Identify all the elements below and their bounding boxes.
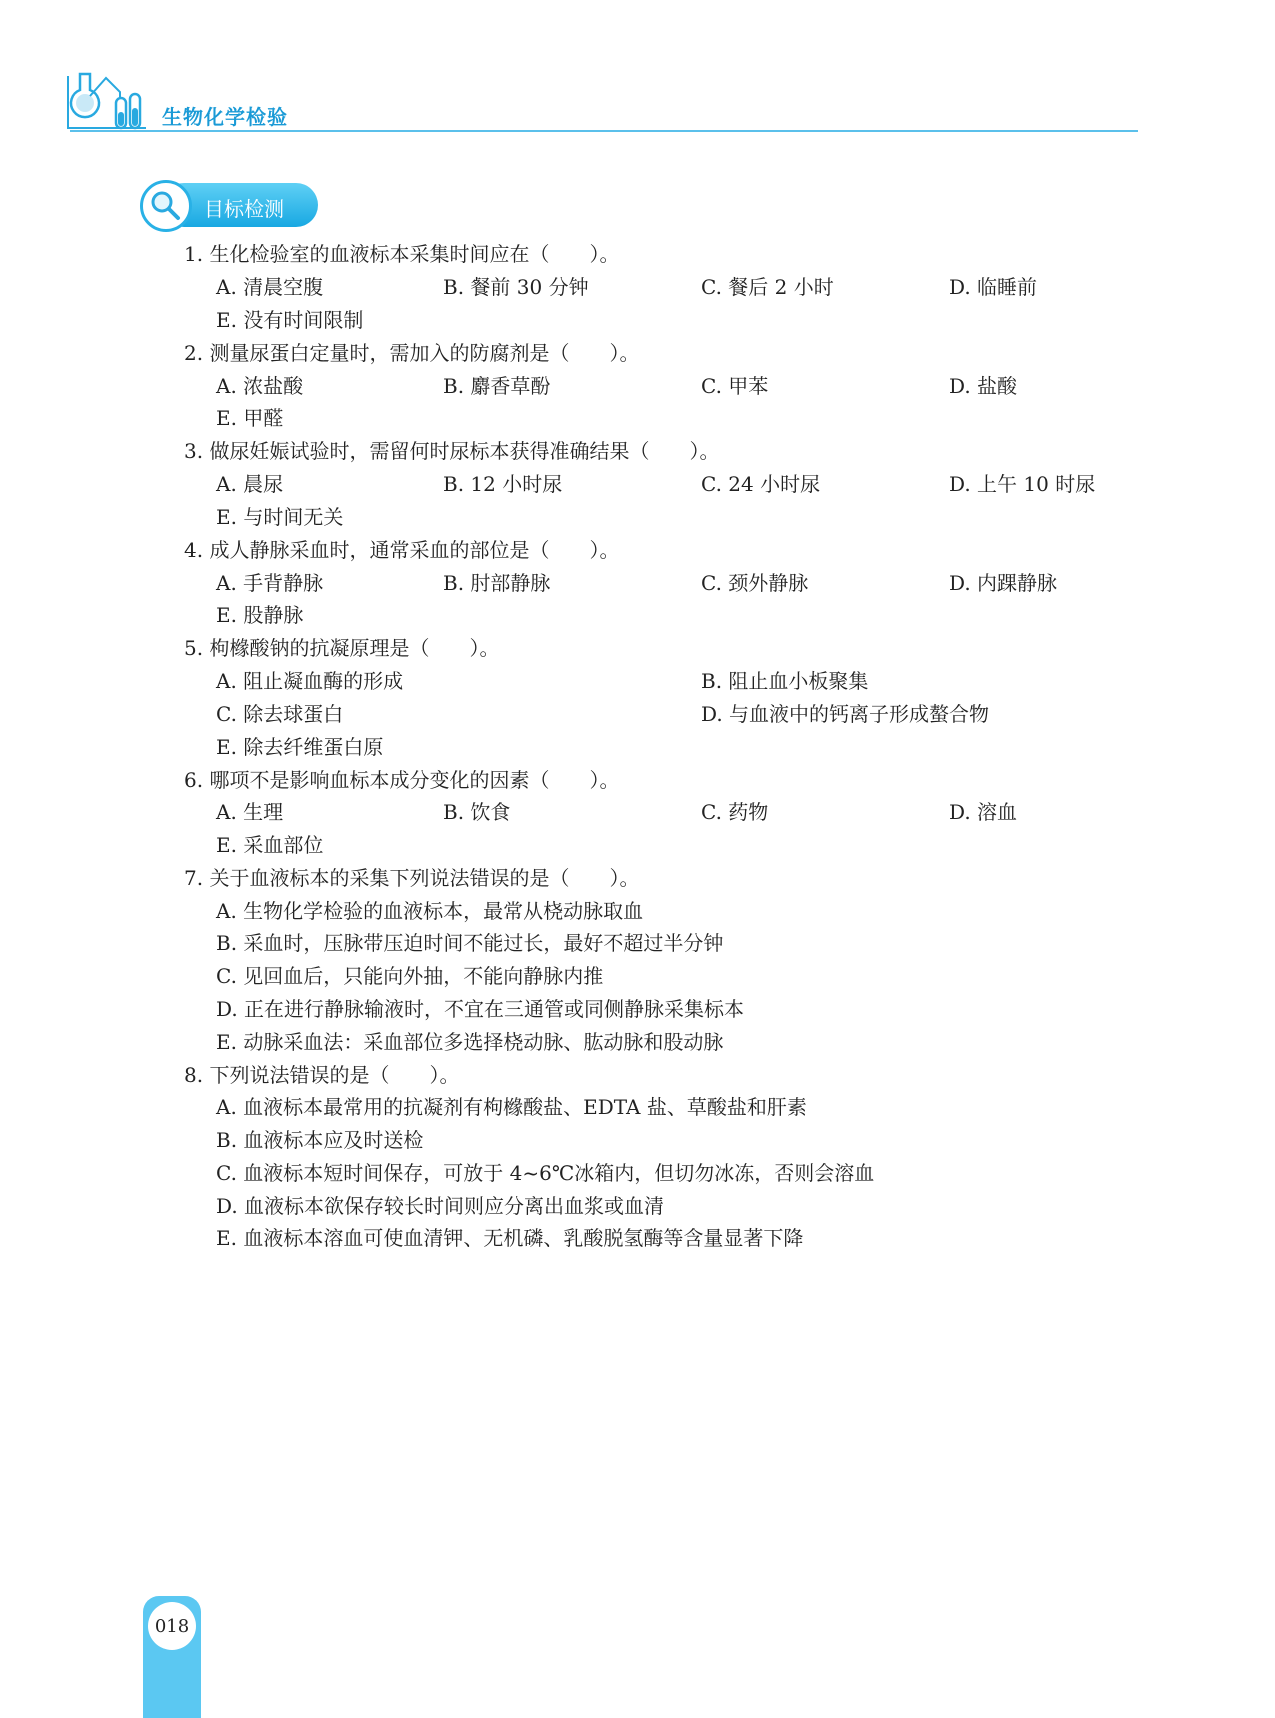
option-b: B. 麝香草酚 (443, 374, 551, 398)
option-c: C. 见回血后，只能向外抽，不能向静脉内推 (216, 964, 604, 988)
option-b: B. 肘部静脉 (443, 571, 551, 595)
option-d: D. 溶血 (949, 800, 1018, 824)
option-c: C. 除去球蛋白 (216, 702, 344, 726)
option-d: D. 血液标本欲保存较长时间则应分离出血浆或血清 (216, 1194, 665, 1218)
question-stem: 1. 生化检验室的血液标本采集时间应在（ ）。 (184, 242, 620, 266)
option-e: E. 甲醛 (216, 406, 284, 430)
option-e: E. 除去纤维蛋白原 (216, 735, 384, 759)
book-title: 生物化学检验 (162, 105, 288, 129)
question-stem: 8. 下列说法错误的是（ ）。 (184, 1063, 460, 1087)
option-d: D. 临睡前 (949, 275, 1038, 299)
question-stem: 5. 枸橼酸钠的抗凝原理是（ ）。 (184, 636, 500, 660)
option-a: A. 阻止凝血酶的形成 (216, 669, 404, 693)
question-stem: 7. 关于血液标本的采集下列说法错误的是（ ）。 (184, 866, 640, 890)
magnifier-icon (146, 186, 186, 226)
option-d: D. 内踝静脉 (949, 571, 1058, 595)
header-divider (70, 130, 1138, 132)
option-e: E. 采血部位 (216, 833, 324, 857)
option-d: D. 正在进行静脉输液时，不宜在三通管或同侧静脉采集标本 (216, 997, 745, 1021)
option-a: A. 生物化学检验的血液标本，最常从桡动脉取血 (216, 899, 644, 923)
page-number: 018 (154, 1616, 190, 1637)
option-b: B. 餐前 30 分钟 (443, 275, 589, 299)
lab-flask-logo-icon (66, 66, 146, 132)
option-c: C. 药物 (701, 800, 769, 824)
section-title: 目标检测 (204, 197, 284, 221)
question-stem: 6. 哪项不是影响血标本成分变化的因素（ ）。 (184, 768, 620, 792)
option-b: B. 阻止血小板聚集 (701, 669, 869, 693)
question-stem: 2. 测量尿蛋白定量时，需加入的防腐剂是（ ）。 (184, 341, 640, 365)
question-stem: 4. 成人静脉采血时，通常采血的部位是（ ）。 (184, 538, 620, 562)
option-d: D. 上午 10 时尿 (949, 472, 1096, 496)
option-a: A. 血液标本最常用的抗凝剂有枸橼酸盐、EDTA 盐、草酸盐和肝素 (216, 1095, 807, 1119)
option-c: C. 24 小时尿 (701, 472, 821, 496)
option-e: E. 与时间无关 (216, 505, 344, 529)
option-e: E. 股静脉 (216, 603, 304, 627)
option-c: C. 血液标本短时间保存，可放于 4~6℃冰箱内，但切勿冰冻，否则会溶血 (216, 1161, 875, 1185)
option-e: E. 血液标本溶血可使血清钾、无机磷、乳酸脱氢酶等含量显著下降 (216, 1226, 804, 1250)
option-e: E. 动脉采血法：采血部位多选择桡动脉、肱动脉和股动脉 (216, 1030, 724, 1054)
option-a: A. 浓盐酸 (216, 374, 304, 398)
question-stem: 3. 做尿妊娠试验时，需留何时尿标本获得准确结果（ ）。 (184, 439, 720, 463)
section-badge (140, 180, 320, 230)
option-b: B. 12 小时尿 (443, 472, 563, 496)
option-a: A. 晨尿 (216, 472, 284, 496)
page-number-tab (143, 1596, 201, 1718)
option-d: D. 与血液中的钙离子形成螯合物 (701, 702, 990, 726)
option-a: A. 清晨空腹 (216, 275, 324, 299)
page-number-circle (148, 1602, 196, 1650)
option-a: A. 手背静脉 (216, 571, 324, 595)
option-b: B. 采血时，压脉带压迫时间不能过长，最好不超过半分钟 (216, 931, 724, 955)
badge-circle (140, 180, 192, 232)
option-c: C. 颈外静脉 (701, 571, 809, 595)
option-d: D. 盐酸 (949, 374, 1018, 398)
option-b: B. 血液标本应及时送检 (216, 1128, 424, 1152)
option-e: E. 没有时间限制 (216, 308, 364, 332)
option-c: C. 甲苯 (701, 374, 769, 398)
option-b: B. 饮食 (443, 800, 511, 824)
option-a: A. 生理 (216, 800, 284, 824)
option-c: C. 餐后 2 小时 (701, 275, 834, 299)
